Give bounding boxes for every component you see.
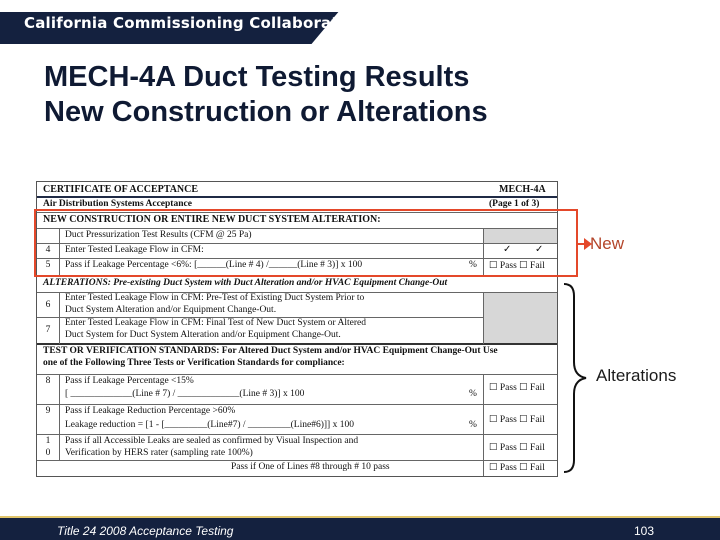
- row-number: 7: [45, 325, 51, 335]
- org-name: California Commissioning Collaborative: [24, 14, 365, 32]
- curly-brace-icon: [560, 282, 590, 474]
- form-id: MECH-4A: [499, 184, 546, 195]
- new-label: New: [590, 234, 625, 253]
- section-new-construction: NEW CONSTRUCTION OR ENTIRE NEW DUCT SYSTEM ALTERATION:: [43, 214, 381, 225]
- row10-line2: Verification by HERS rater (sampling rate 100%): [65, 448, 253, 458]
- pass-fail-checkboxes[interactable]: ☐ Pass ☐ Fail: [489, 463, 545, 473]
- form-header-rule: [37, 196, 557, 198]
- form-subtitle: Air Distribution Systems Acceptance: [43, 199, 192, 209]
- alterations-label: Alterations: [596, 366, 677, 385]
- pass-fail-checkboxes[interactable]: ☐ Pass ☐ Fail: [489, 383, 545, 393]
- check-mark-icon: ✓: [503, 244, 512, 255]
- row7-line2: Duct System for Duct System Alteration and/or Equipment Change-Out.: [65, 330, 341, 340]
- row-number: 9: [45, 406, 51, 416]
- row6-line1: Enter Tested Leakage Flow in CFM: Pre-Test of Existing Duct System Prior to: [65, 293, 365, 303]
- pass-fail-checkboxes[interactable]: ☐ Pass ☐ Fail: [489, 443, 545, 453]
- form-page: (Page 1 of 3): [489, 199, 540, 209]
- final-pass-row: Pass if One of Lines #8 through # 10 pass: [231, 462, 390, 472]
- slide-title-line2: New Construction or Alterations: [44, 96, 488, 128]
- row-number: 6: [45, 300, 51, 310]
- row8-line1: Pass if Leakage Percentage <15%: [65, 376, 194, 386]
- row10-line1: Pass if all Accessible Leaks are sealed as confirmed by Visual Inspection and: [65, 436, 359, 446]
- new-section-highlight: [34, 209, 578, 277]
- row-number: 0: [45, 448, 51, 458]
- header-banner: [0, 0, 720, 44]
- pass-fail-checkboxes[interactable]: ☐ Pass ☐ Fail: [489, 261, 545, 271]
- slide-title: [44, 60, 664, 130]
- row4-text: Enter Tested Leakage Flow in CFM:: [65, 245, 204, 255]
- check-mark-icon: ✓: [535, 244, 544, 255]
- row-number: 5: [45, 260, 51, 270]
- duct-pressurization-header: Duct Pressurization Test Results (CFM @ 25 Pa): [65, 230, 252, 240]
- row9-line1: Pass if Leakage Reduction Percentage >60%: [65, 406, 236, 416]
- row9-line2: Leakage reduction = [1 - [_________(Line#7) / _________(Line#6)]] x 100: [65, 420, 354, 430]
- footer-text: Title 24 2008 Acceptance Testing: [57, 524, 234, 538]
- percent-unit: %: [469, 260, 477, 270]
- section-alterations: ALTERATIONS: Pre-existing Duct System with Duct Alteration and/or HVAC Equipment Change-Out: [43, 278, 448, 288]
- percent-unit: %: [469, 389, 477, 399]
- percent-unit: %: [469, 420, 477, 430]
- row6-line2: Duct System Alteration and/or Equipment Change-Out.: [65, 305, 277, 315]
- row-number: 8: [45, 376, 51, 386]
- row5-text: Pass if Leakage Percentage <6%: [______(Line # 4) /______(Line # 3)] x 100: [65, 260, 363, 270]
- section-test-line1: TEST OR VERIFICATION STANDARDS: For Altered Duct System and/or HVAC Equipment Change-Out Use: [43, 346, 498, 356]
- slide-title-line1: MECH-4A Duct Testing Results: [44, 61, 470, 93]
- row8-line2: [ _____________(Line # 7) / _____________(Line # 3)] x 100: [65, 389, 305, 399]
- row-number: 4: [45, 245, 51, 255]
- banner-right-blank: [360, 0, 720, 44]
- row-number: 1: [45, 436, 51, 446]
- row7-line1: Enter Tested Leakage Flow in CFM: Final Test of New Duct System or Altered: [65, 318, 366, 328]
- section-test-line2: one of the Following Three Tests or Verification Standards for compliance:: [43, 358, 345, 368]
- pass-fail-checkboxes[interactable]: ☐ Pass ☐ Fail: [489, 415, 545, 425]
- form-certificate: CERTIFICATE OF ACCEPTANCE: [43, 184, 199, 195]
- alterations-gray-cell: [483, 293, 557, 343]
- page-number: 103: [634, 524, 655, 538]
